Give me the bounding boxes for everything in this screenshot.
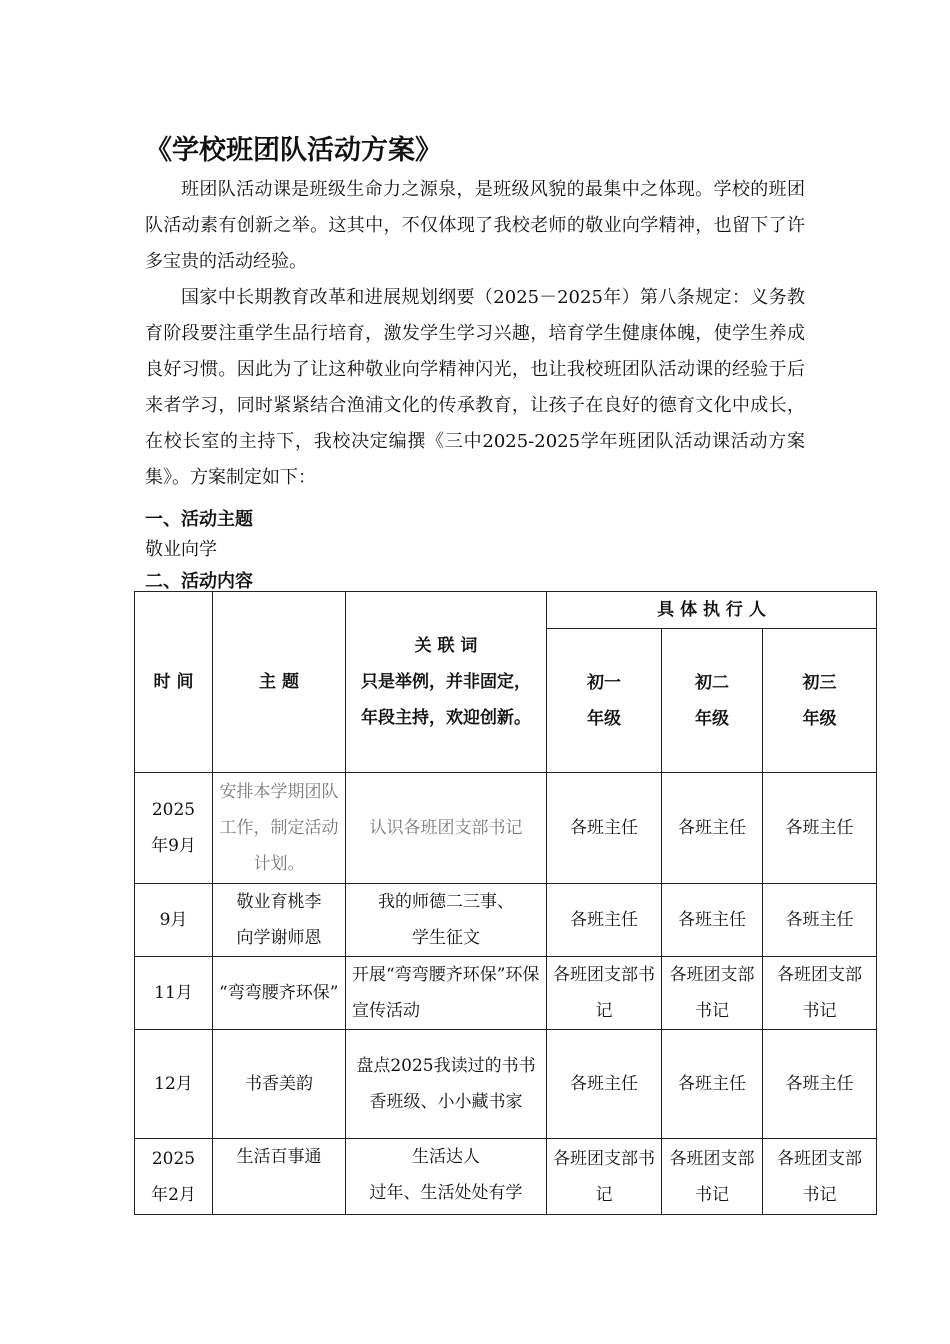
cell-grade-3: 各班主任 xyxy=(763,884,877,957)
cell-grade-1: 各班团支部书记 xyxy=(547,957,662,1030)
header-time: 时 间 xyxy=(135,592,213,773)
cell-grade-1: 各班主任 xyxy=(547,1030,662,1139)
cell-time: 12月 xyxy=(135,1030,213,1139)
cell-grade-3: 各班主任 xyxy=(763,773,877,884)
cell-grade-2: 各班主任 xyxy=(662,773,763,884)
header-keywords: 关 联 词 只是举例，并非固定， 年段主持，欢迎创新。 xyxy=(346,592,547,773)
cell-grade-3: 各班主任 xyxy=(763,1030,877,1139)
cell-grade-2: 各班团支部书记 xyxy=(662,1139,763,1215)
table-row xyxy=(135,884,877,957)
cell-time: 11月 xyxy=(135,957,213,1030)
cell-topic: 生活百事通 xyxy=(213,1139,346,1215)
section-heading-theme: 一、活动主题 xyxy=(145,509,253,530)
cell-time: 2025 年2月 xyxy=(135,1139,213,1215)
cell-grade-1: 各班主任 xyxy=(547,884,662,957)
cell-time: 2025 年9月 xyxy=(135,773,213,884)
cell-keyword: 认识各班团支部书记 xyxy=(346,773,547,884)
cell-keyword: 我的师德二三事、 学生征文 xyxy=(346,884,547,957)
table-header-row xyxy=(135,592,877,629)
section-heading-content: 二、活动内容 xyxy=(145,571,253,592)
header-topic: 主 题 xyxy=(213,592,346,773)
cell-topic: 安排本学期团队工作，制定活动计划。 xyxy=(213,773,346,884)
cell-topic: “弯弯腰齐环保” xyxy=(213,957,346,1030)
activity-plan-table xyxy=(134,591,877,1215)
cell-topic: 敬业育桃李 向学谢师恩 xyxy=(213,884,346,957)
table-row xyxy=(135,1030,877,1139)
header-grade-1: 初一 年级 xyxy=(547,629,662,773)
activity-theme: 敬业向学 xyxy=(145,539,217,560)
document-title: 《学校班团队活动方案》 xyxy=(145,135,442,166)
table-row xyxy=(135,773,877,884)
policy-paragraph: 国家中长期教育改革和进展规划纲要（2025－2025年）第八条规定：义务教育阶段要注重学生品行培育，激发学生学习兴趣，培育学生健康体魄，使学生养成良好习惯。因此为了让这种敬业向学精神闪光，也让我校班团队活动课的经验于后来者学习，同时紧紧结合渔浦文化的传承教育，让孩子在良好的德育文化中成长，在校长室的主持下，我校决定编撰《三中2025-2025学年班团队活动课活动方案集》。方案制定如下： xyxy=(145,287,805,488)
cell-grade-2: 各班主任 xyxy=(662,884,763,957)
cell-grade-2: 各班团支部书记 xyxy=(662,957,763,1030)
cell-grade-3: 各班团支部书记 xyxy=(763,957,877,1030)
cell-time: 9月 xyxy=(135,884,213,957)
header-executors: 具 体 执 行 人 xyxy=(547,592,877,629)
cell-keyword: 开展“弯弯腰齐环保”环保宣传活动 xyxy=(346,957,547,1030)
intro-paragraph: 班团队活动课是班级生命力之源泉，是班级风貌的最集中之体现。学校的班团队活动素有创新之举。这其中，不仅体现了我校老师的敬业向学精神，也留下了许多宝贵的活动经验。 xyxy=(145,179,805,272)
cell-grade-1: 各班主任 xyxy=(547,773,662,884)
cell-grade-1: 各班团支部书记 xyxy=(547,1139,662,1215)
cell-keyword: 生活达人 过年、生活处处有学 xyxy=(346,1139,547,1215)
cell-grade-2: 各班主任 xyxy=(662,1030,763,1139)
cell-keyword: 盘点2025我读过的书书香班级、小小藏书家 xyxy=(346,1030,547,1139)
header-grade-2: 初二 年级 xyxy=(662,629,763,773)
header-grade-3: 初三 年级 xyxy=(763,629,877,773)
table-row xyxy=(135,1139,877,1215)
cell-grade-3: 各班团支部书记 xyxy=(763,1139,877,1215)
table-row xyxy=(135,957,877,1030)
cell-topic: 书香美韵 xyxy=(213,1030,346,1139)
